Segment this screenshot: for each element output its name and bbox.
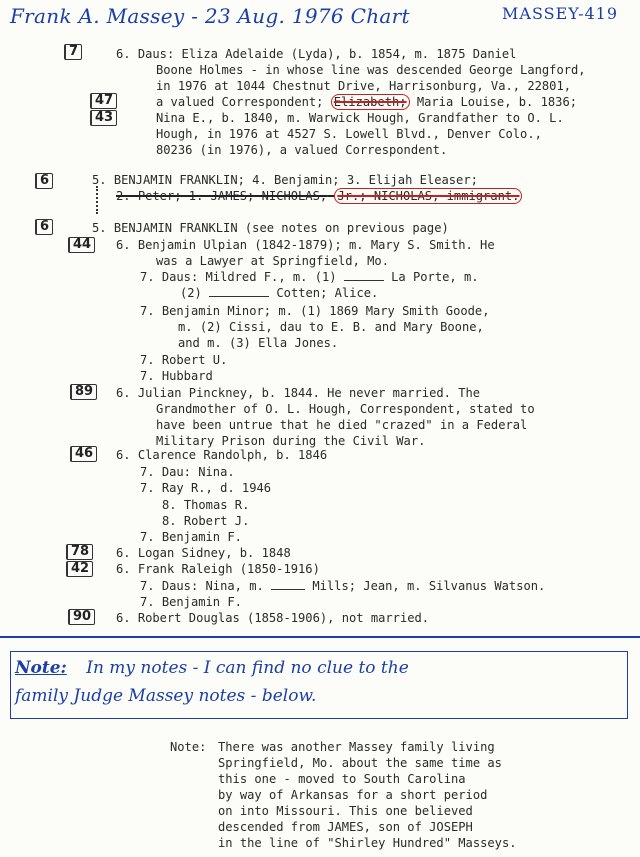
margin-mark: 43 <box>90 110 117 126</box>
text-line: 7. Dau: Nina. <box>140 465 235 479</box>
text-line: Springfield, Mo. about the same time as <box>218 756 502 770</box>
text-line <box>156 94 577 110</box>
struck-text: Elizabeth; <box>331 94 410 110</box>
text-line: There was another Massey family living <box>218 740 495 754</box>
margin-mark: 44 <box>68 237 95 253</box>
text-line: 6. Clarence Randolph, b. 1846 <box>116 448 328 462</box>
margin-mark: 6 <box>35 173 53 189</box>
struck-text: Jr.; NICHOLAS, immigrant. <box>334 188 522 204</box>
text-line: by way of Arkansas for a short period <box>218 788 488 802</box>
handwritten-title: Frank A. Massey - 23 Aug. 1976 Chart <box>10 4 410 28</box>
handwritten-note-line <box>15 658 409 678</box>
text-line: 6. Daus: Eliza Adelaide (Lyda), b. 1854, m. 1875 Daniel <box>116 47 517 61</box>
text-line: 7. Ray R., d. 1946 <box>140 481 272 495</box>
text-line: 8. Robert J. <box>162 514 250 528</box>
blue-divider <box>0 636 640 638</box>
text-line <box>180 285 378 301</box>
text-line: Boone Holmes - in whose line was descended George Langford, <box>156 63 586 77</box>
text-line: 6. Robert Douglas (1858-1906), not married. <box>116 611 430 625</box>
margin-mark: 6 <box>35 219 53 235</box>
margin-mark: 47 <box>90 93 117 109</box>
text-line: in 1976 at 1044 Chestnut Drive, Harrisonburg, Va., 22801, <box>156 79 572 93</box>
blank-line <box>344 280 384 281</box>
text-line: was a Lawyer at Springfield, Mo. <box>156 254 389 268</box>
dotted-connector <box>96 186 98 214</box>
text-line: 80236 (in 1976), a valued Correspondent. <box>156 143 448 157</box>
handwritten-note-box <box>10 651 628 719</box>
text-segment: 7. Daus: Nina, m. <box>140 579 264 593</box>
text-segment: (2) <box>180 286 202 300</box>
margin-mark: 42 <box>66 561 93 577</box>
text-line: and m. (3) Ella Jones. <box>178 336 339 350</box>
text-line: 7. Benjamin F. <box>140 595 242 609</box>
text-line: Hough, in 1976 at 4527 S. Lowell Blvd., Denver Colo., <box>156 127 542 141</box>
text-line: 8. Thomas R. <box>162 498 250 512</box>
text-line: 6. Frank Raleigh (1850-1916) <box>116 562 320 576</box>
text-line: m. (2) Cissi, dau to E. B. and Mary Boone, <box>178 320 484 334</box>
text-segment: a valued Correspondent; <box>156 95 324 109</box>
text-line <box>140 578 545 594</box>
margin-mark: 78 <box>66 544 93 560</box>
text-segment: Cotten; Alice. <box>276 286 379 300</box>
blank-line <box>271 589 305 590</box>
text-line: 7. Benjamin Minor; m. (1) 1869 Mary Smith Goode, <box>140 304 490 318</box>
margin-mark: 7 <box>64 44 82 60</box>
text-segment: 2. Peter; 1. JAMES; NICHOLAS, <box>116 189 328 203</box>
text-line: Nina E., b. 1840, m. Warwick Hough, Grandfather to O. L. <box>156 111 564 125</box>
text-line: in the line of "Shirley Hundred" Masseys. <box>218 836 517 850</box>
note-label: Note: <box>15 658 67 678</box>
text-segment: Maria Louise, b. 1836; <box>416 95 578 109</box>
text-line: Grandmother of O. L. Hough, Correspondent, stated to <box>156 402 535 416</box>
text-line <box>140 269 479 285</box>
text-line <box>116 188 522 204</box>
text-line: 7. Hubbard <box>140 369 213 383</box>
text-line: descended from JAMES, son of JOSEPH <box>218 820 473 834</box>
text-line: 6. Julian Pinckney, b. 1844. He never married. The <box>116 386 481 400</box>
margin-mark: 89 <box>70 384 97 400</box>
text-line: Military Prison during the Civil War. <box>156 434 426 448</box>
text-line: 5. BENJAMIN FRANKLIN; 4. Benjamin; 3. Elijah Eleaser; <box>92 173 478 187</box>
text-segment: Mills; Jean, m. Silvanus Watson. <box>312 579 546 593</box>
text-line: 7. Benjamin F. <box>140 530 242 544</box>
text-segment: La Porte, m. <box>391 270 479 284</box>
text-line: 6. Logan Sidney, b. 1848 <box>116 546 291 560</box>
text-line: this one - moved to South Carolina <box>218 772 466 786</box>
handwritten-note-line: family Judge Massey notes - below. <box>15 686 317 706</box>
text-segment: 7. Daus: Mildred F., m. (1) <box>140 270 337 284</box>
document-code: MASSEY-419 <box>502 4 619 23</box>
margin-mark: 46 <box>70 446 97 462</box>
text-line: 5. BENJAMIN FRANKLIN (see notes on previous page) <box>92 221 449 235</box>
note-text: In my notes - I can find no clue to the <box>86 658 409 678</box>
text-line: on into Missouri. This one believed <box>218 804 473 818</box>
blank-line <box>209 296 269 297</box>
text-line: 6. Benjamin Ulpian (1842-1879); m. Mary S. Smith. He <box>116 238 495 252</box>
text-line: 7. Robert U. <box>140 353 228 367</box>
note-label: Note: <box>170 740 207 754</box>
margin-mark: 90 <box>68 609 95 625</box>
text-line: have been untrue that he died "crazed" in a Federal <box>156 418 528 432</box>
